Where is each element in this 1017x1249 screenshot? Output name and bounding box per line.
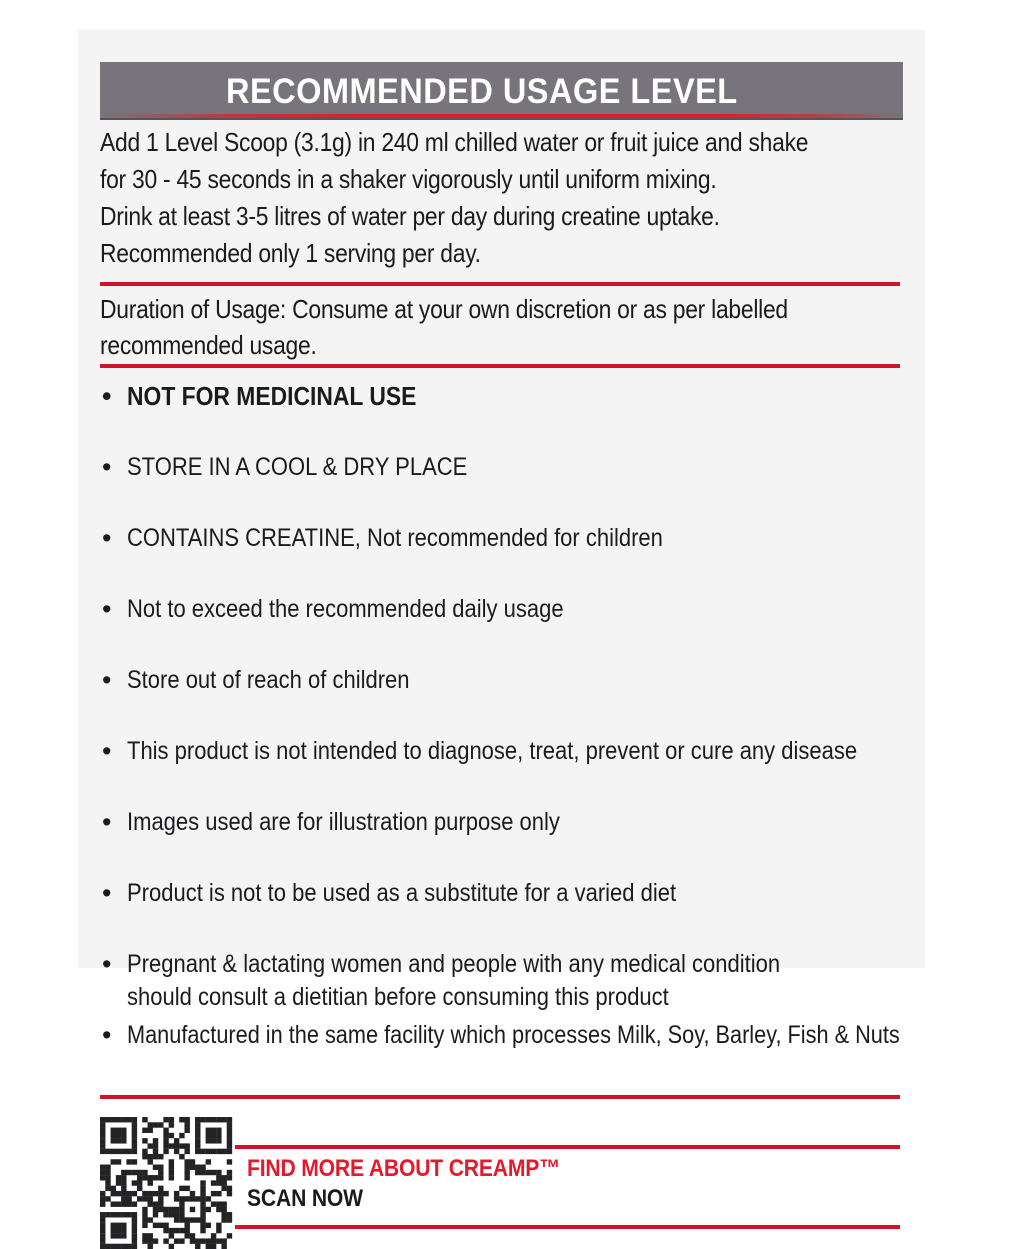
qr-callout [235, 1145, 900, 1229]
warning-item: • Not to exceed the recommended daily usage [102, 593, 900, 659]
qr-section [100, 1117, 900, 1249]
usage-content [78, 124, 925, 1249]
qr-action: SCAN NOW [247, 1185, 363, 1212]
red-divider [100, 364, 900, 368]
red-divider [100, 282, 900, 286]
warning-item: • STORE IN A COOL & DRY PLACE [102, 451, 900, 517]
warning-item: • Pregnant & lactating women and people with any medical condition should consult a dietitian before consuming this product [102, 948, 900, 1014]
usage-panel [78, 30, 925, 1212]
qr-code-icon [100, 1117, 232, 1249]
section-title: RECOMMENDED USAGE LEVEL [226, 72, 739, 111]
duration-line: recommended usage. [100, 330, 317, 360]
warning-item: • NOT FOR MEDICINAL USE [102, 380, 900, 446]
warning-item: • Images used are for illustration purpose only [102, 806, 900, 872]
usage-line: Add 1 Level Scoop (3.1g) in 240 ml chilled water or fruit juice and shake [100, 127, 809, 157]
usage-line: for 30 - 45 seconds in a shaker vigorously until uniform mixing. [100, 164, 717, 194]
duration-of-usage [100, 291, 900, 363]
section-header-bar [100, 62, 903, 120]
warning-item: • CONTAINS CREATINE, Not recommended for children [102, 522, 900, 588]
usage-instructions [100, 124, 900, 272]
warning-list [102, 380, 900, 1085]
warning-item: • Store out of reach of children [102, 664, 900, 730]
qr-heading: FIND MORE ABOUT CREAMP™ [247, 1155, 561, 1182]
warning-item: • Manufactured in the same facility which processes Milk, Soy, Barley, Fish & Nuts [102, 1019, 900, 1085]
warning-item: • Product is not to be used as a substitute for a varied diet [102, 877, 900, 943]
red-divider [100, 1095, 900, 1099]
warning-item: • This product is not intended to diagnose, treat, prevent or cure any disease [102, 735, 900, 801]
usage-line: Recommended only 1 serving per day. [100, 238, 481, 268]
duration-line: Duration of Usage: Consume at your own discretion or as per labelled [100, 294, 788, 324]
header-red-accent [100, 114, 903, 118]
usage-line: Drink at least 3-5 litres of water per day during creatine uptake. [100, 201, 720, 231]
